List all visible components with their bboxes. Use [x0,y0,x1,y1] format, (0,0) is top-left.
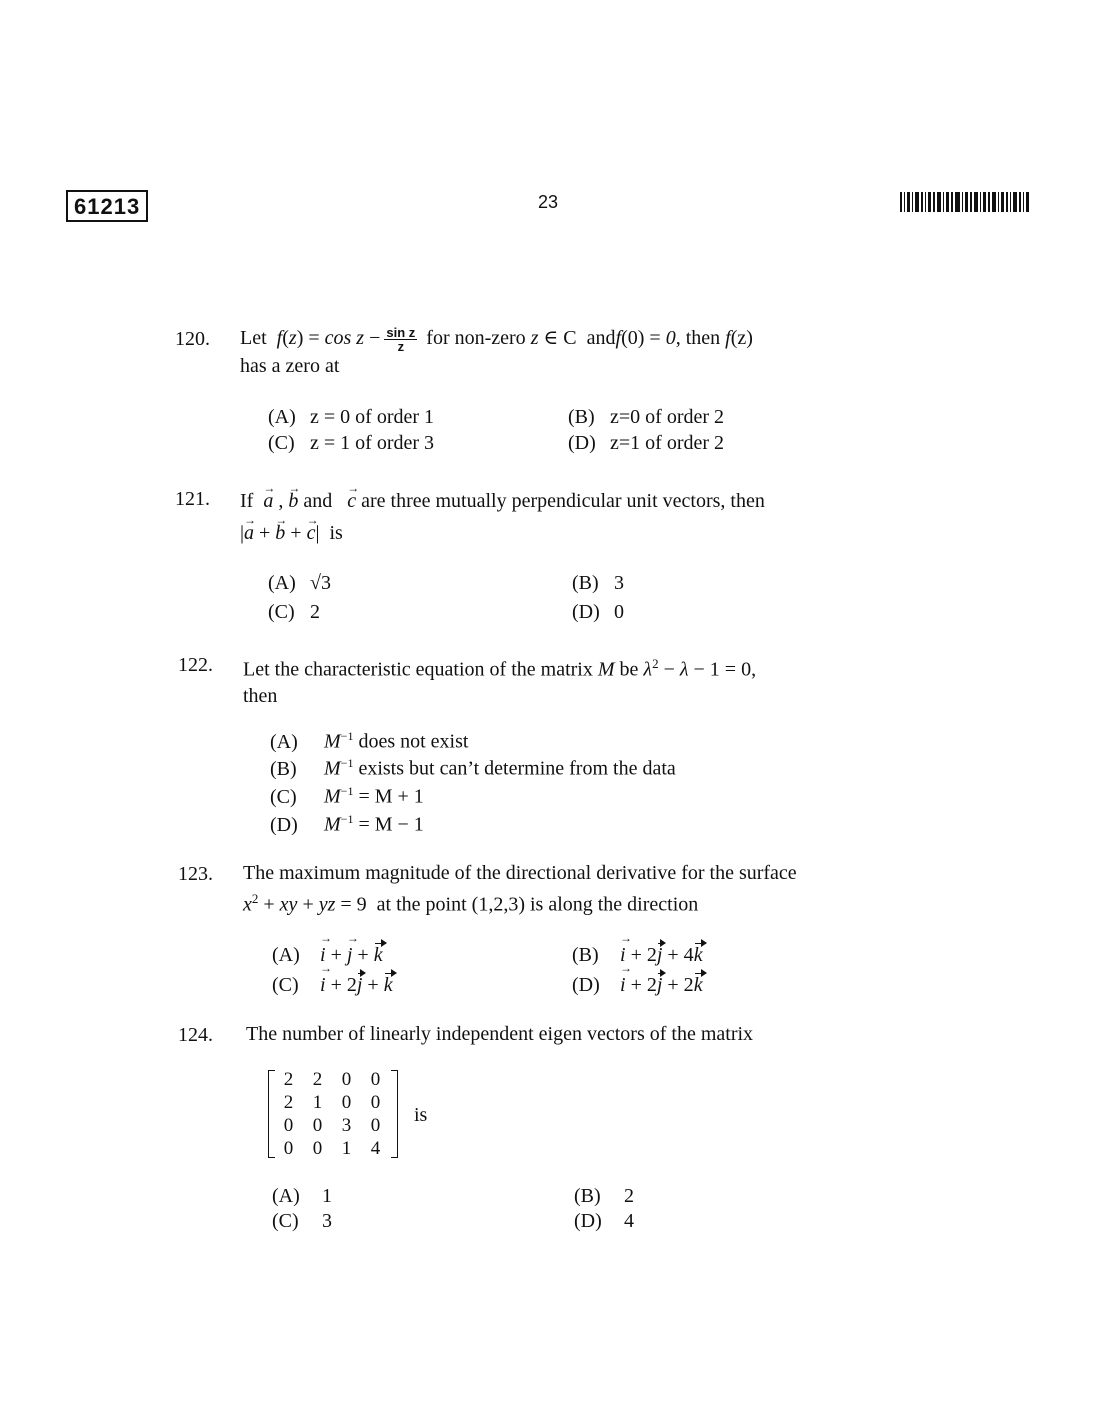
question-text: If → a , → b and → c are three mutually perpendicular unit vectors, then |→ a + → b + → c| is [240,485,865,549]
matrix-row [274,1114,390,1137]
option-b: (B) 2 [574,1185,634,1207]
matrix-cell: 4 [370,1137,381,1159]
matrix-cell: 0 [341,1091,352,1113]
option-c: (C) z = 1 of order 3 [268,432,435,454]
barcode-icon [900,192,1031,212]
question-number: 122. [178,654,213,676]
option-a: (A) 1 [272,1185,332,1207]
option-a: (A) $M^{-1}$ does not exist [270,729,469,753]
matrix-row [274,1068,390,1091]
matrix-cell: 0 [283,1137,294,1159]
matrix-cell: 3 [341,1114,352,1136]
question-number: 123. [178,863,213,885]
option-b: (B) 3 [572,572,624,594]
matrix-cell: 0 [370,1091,381,1113]
option-d: (D)→ i + 2j + 2k [572,972,703,997]
question-text: The maximum magnitude of the directional derivative for the surface $x^2$ + xy + yz = 9 at the point (1,2,3) is along the direction [243,862,797,916]
option-b: (B) $M^{-1}$ exists but can’t determine from the data [270,756,676,780]
question-number: 121. [175,488,210,510]
matrix-table [274,1068,390,1160]
matrix-row [274,1091,390,1114]
bracket-right [391,1070,398,1158]
question-number: 120. [175,328,210,350]
matrix-cell: 0 [341,1068,352,1090]
option-d: (D) 4 [574,1210,634,1232]
option-a: (A) √3 [268,572,331,594]
option-c: (C) 2 [268,601,320,623]
option-b: (B)→ i + 2j + 4k [572,942,703,967]
option-a: (A) z = 0 of order 1 [268,406,435,428]
option-c: (C) 3 [272,1210,332,1232]
option-d: (D) z=1 of order 2 [568,432,725,454]
option-c: (C) $M^{-1} = M + 1$ [270,784,424,808]
matrix-cell: 2 [283,1091,294,1113]
matrix-cell: 0 [312,1114,323,1136]
question-text: The number of linearly independent eigen vectors of the matrix [246,1023,754,1045]
fraction: $\frac{\text{sin z}}{z}$ [386,324,416,354]
matrix-cell: 0 [312,1137,323,1159]
question-text: Let the characteristic equation of the matrix M be $\lambda^2 - \lambda - 1 = 0$, then [243,656,757,707]
matrix-cell: 1 [341,1137,352,1159]
matrix-cell: 0 [283,1114,294,1136]
question-number: 124. [178,1024,213,1046]
option-d: (D) 0 [572,601,624,623]
matrix-cell: 0 [370,1068,381,1090]
matrix-cell: 2 [312,1068,323,1090]
page-number: 23 [538,192,559,212]
matrix-cell: 2 [283,1068,294,1090]
matrix [268,1068,398,1160]
question-text: Let f(z) = cos z − $\frac{\text{sin z}}{z}$ for non-zero z ∈ C andf(0) = 0, then f(z) has a zero at [240,324,753,377]
option-b: (B) z=0 of order 2 [568,406,725,428]
matrix-cell: 1 [312,1091,323,1113]
matrix-row [274,1137,390,1160]
option-a: (A)→ i + → j + k [272,942,383,967]
option-c: (C)→ i + 2j + k [272,972,393,997]
matrix-suffix: is [414,1104,428,1126]
option-d: (D) $M^{-1} = M - 1$ [270,812,424,836]
paper-code: 61213 [66,190,148,222]
matrix-cell: 0 [370,1114,381,1136]
